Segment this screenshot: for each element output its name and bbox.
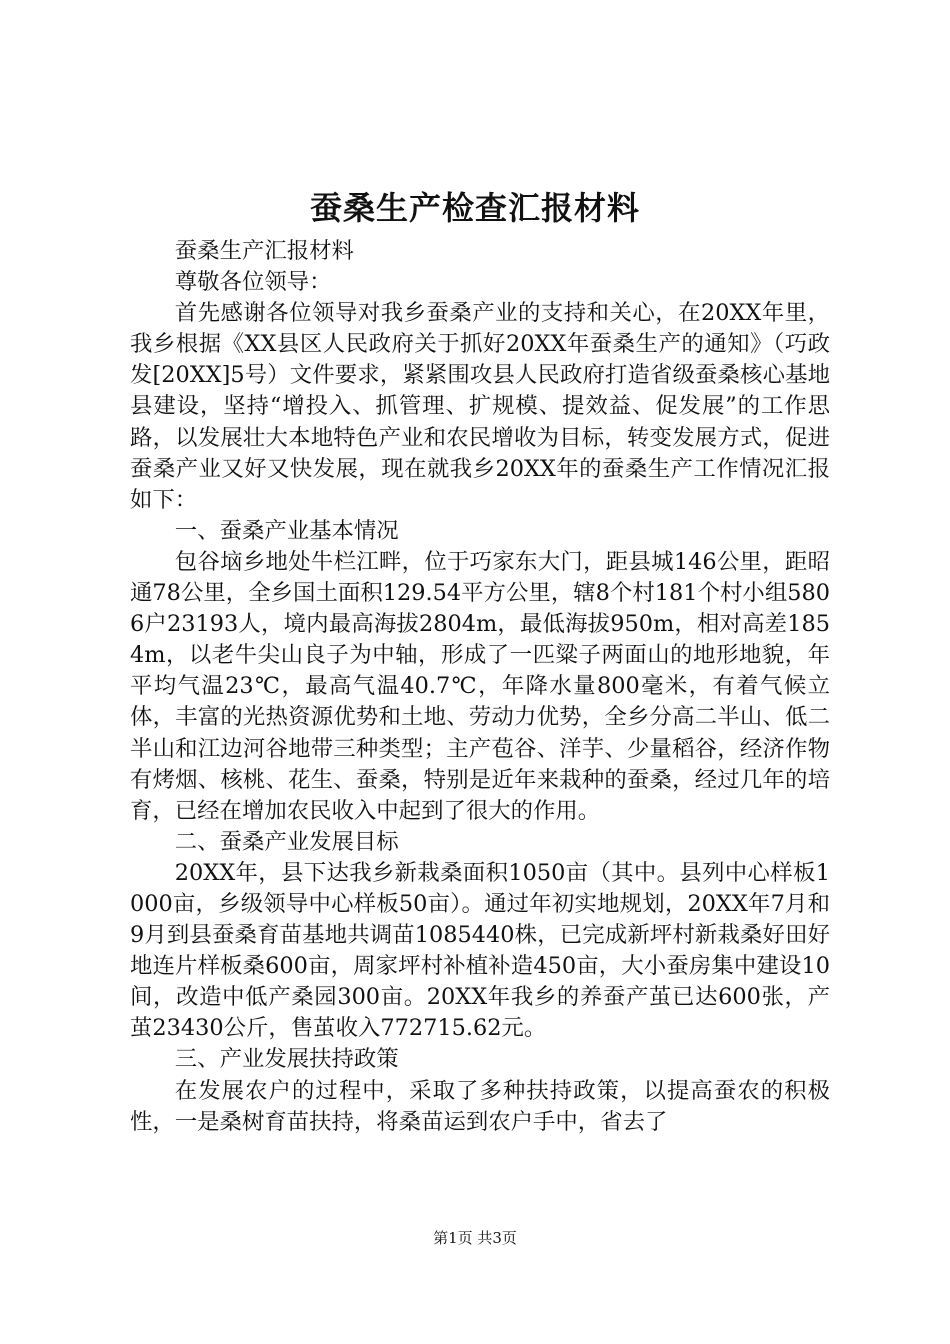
paragraph-salutation: 尊敬各位领导： — [174, 269, 332, 296]
document-body — [130, 236, 830, 1138]
section-heading-1: 一、蚕桑产业基本情况 — [174, 517, 399, 544]
page-footer: 第1页 共3页 — [433, 1229, 517, 1247]
section-heading-2: 二、蚕桑产业发展目标 — [174, 828, 399, 855]
paragraph-intro: 首先感谢各位领导对我乡蚕桑产业的支持和关心，在20XX年里，我乡根据《XX县区人民政府关于抓好20XX年蚕桑生产的通知》（巧政发[20XX]5号）文件要求，紧紧围攻县人民政府打造省级蚕桑核心基地县建设，坚持“增投入、抓管理、扩规模、提效益、促发展”的工作思路，以发展壮大本地特色产业和农民增收为目标，转变发展方式，促进蚕桑产业又好又快发展，现在就我乡20XX年的蚕桑生产工作情况汇报如下： — [130, 300, 830, 513]
document-title: 蚕桑生产检查汇报材料 — [309, 189, 640, 227]
paragraph-subtitle: 蚕桑生产汇报材料 — [174, 238, 354, 264]
paragraph-goals: 20XX年，县下达我乡新栽桑面积1050亩（其中。县列中心样板1000亩，乡级领导中心样板50亩）。通过年初实地规划，20XX年7月和9月到县蚕桑育苗基地共调苗1085440株，已完成新坪村新栽桑好田好地连片样板桑600亩，周家坪村补植补造450亩，大小蚕房集中建设10间，改造中低产桑园300亩。20XX年我乡的养蚕产茧已达600张，产茧23430公斤，售茧收入772715.62元。 — [130, 859, 830, 1042]
paragraph-basic-info: 包谷垴乡地处牛栏江畔，位于巧家东大门，距县城146公里，距昭通78公里，全乡国土面积129.54平方公里，辖8个村181个村小组5806户23193人，境内最高海拔2804m，最低海拔950m，相对高差1854m，以老牛尖山良子为中轴，形成了一匹粱子两面山的地形地貌，年平均气温23℃，最高气温40.7℃，年降水量800毫米，有着气候立体，丰富的光热资源优势和土地、劳动力优势，全乡分高二半山、低二半山和江边河谷地带三种类型；主产苞谷、洋芋、少量稻谷，经济作物有烤烟、核桃、花生、蚕桑，特别是近年来栽种的蚕桑，经过几年的培育，已经在增加农民收入中起到了很大的作用。 — [130, 548, 830, 824]
paragraph-policy: 在发展农户的过程中，采取了多种扶持政策，以提高蚕农的积极性，一是桑树育苗扶持，将桑苗运到农户手中，省去了 — [130, 1077, 830, 1135]
section-heading-3: 三、产业发展扶持政策 — [174, 1046, 399, 1073]
